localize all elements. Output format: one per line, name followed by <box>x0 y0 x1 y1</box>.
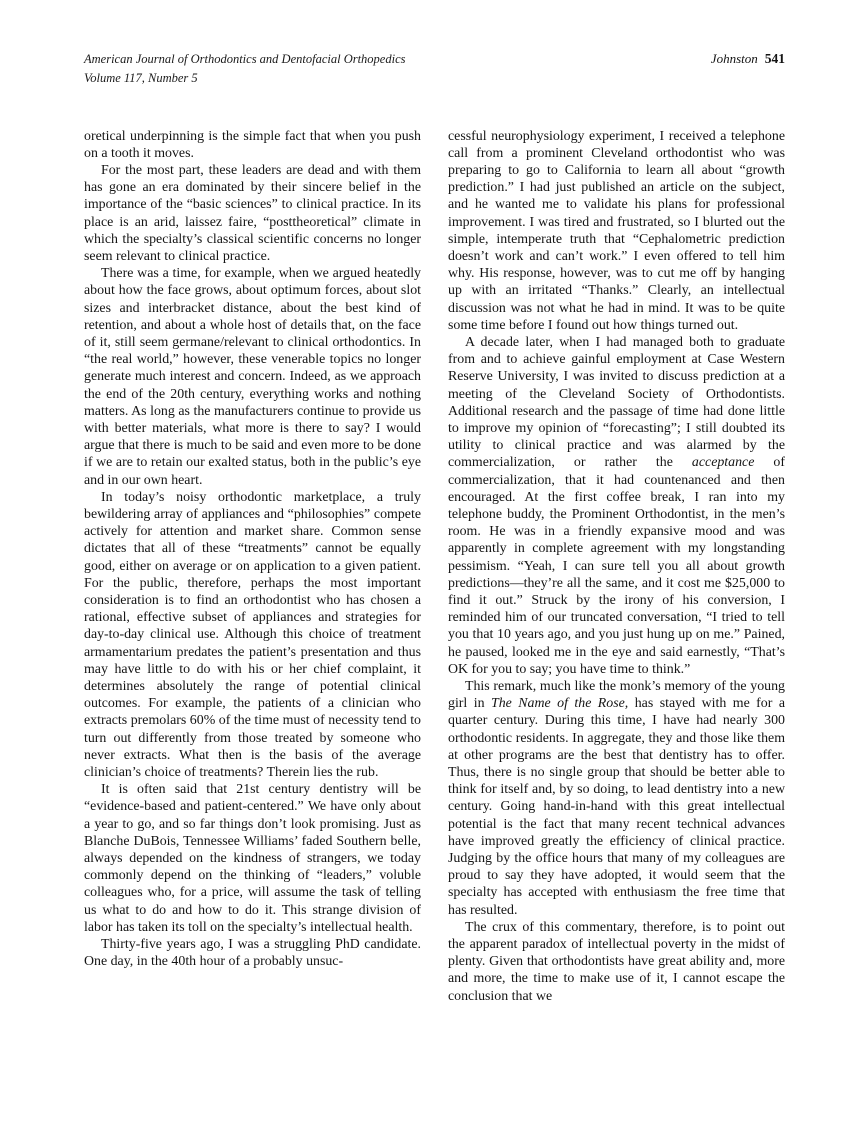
paragraph: In today’s noisy orthodontic marketplace, a truly bewildering array of appliances and “philosophies” compete actively for attention and market share. Common sense dictates that all of these “treatments” cannot be equally good, either on average or on application to a given patient. For the public, therefore, perhaps the most important consideration is to find an orthodontist who has chosen a rational, effective subset of appliances and strategies for day-to-day clinical use. Although this choice of treatment armamentarium predates the patient’s presentation and thus may have little to do with his or her chief complaint, it determines absolutely the range of potential clinical outcomes. For example, the patients of a clinician who extracts premolars 60% of the time must of necessity tend to turn out differently from those treated by someone who never extracts. What then is the basis of the average clinician’s choice of treatments? Therein lies the rub. <box>84 489 421 781</box>
running-head <box>711 50 785 67</box>
author-name: Johnston <box>710 51 758 66</box>
page-header <box>84 50 785 88</box>
paragraph: A decade later, when I had managed both to graduate from and to achieve gainful employment at Case Western Reserve University, I was invited to discuss prediction at a meeting of the Cleveland Society of Orthodontists. Additional research and the passage of time had done little to improve my opinion of “forecasting”; I still doubted its utility to clinical practice and was alarmed by the commercialization, or rather the acceptance of commercialization, that it had countenanced and then encouraged. At the first coffee break, I ran into my telephone buddy, the Prominent Orthodontist, in the men’s room. He was in a friendly expansive mood and was apparently in complete agreement with my longstanding pessimism. “Yeah, I can sure tell you all about growth predictions—they’re all the same, and it cost me $25,000 to find it out.” Struck by the irony of his conversion, I reminded him of our truncated conversation, “I tried to tell you that 10 years ago, and you just hung up on me.” Pained, he paused, looked me in the eye and said earnestly, “That’s OK for you to say; you have time to think.” <box>448 334 785 677</box>
paragraph: Thirty-five years ago, I was a struggling PhD candidate. One day, in the 40th hour of a probably unsuc- <box>84 937 421 970</box>
left-column <box>84 128 421 1005</box>
journal-volume: Volume 117, Number 5 <box>84 70 198 85</box>
paragraph: The crux of this commentary, therefore, is to point out the apparent paradox of intellectual poverty in the midst of plenty. Given that orthodontists have great ability and, more and more, the time to make use of it, I cannot escape the conclusion that we <box>448 919 785 1004</box>
paragraph: There was a time, for example, when we argued heatedly about how the face grows, about optimum forces, about slot sizes and interbracket distance, about the best kind of retention, and about a whole host of details that, on the face of it, still seem germane/relevant to clinical orthodontics. In “the real world,” however, these venerable topics no longer generate much interest and concern. Indeed, as we approach the end of the 20th century, everything works and nothing matters. As long as the manufacturers continue to provide us with better materials, what more is there to say? I would argue that there is much to be said and even more to be done if we are to retain our exalted status, both in the public’s eye and in our own heart. <box>84 266 421 488</box>
journal-info <box>84 50 406 88</box>
paragraph: oretical underpinning is the simple fact that when you push on a tooth it moves. <box>84 128 421 161</box>
paragraph: It is often said that 21st century dentistry will be “evidence-based and patient-centered.” We have only about a year to go, and so far things don’t look promising. Just as Blanche DuBois, Tennessee Williams’ faded Southern belle, always depended on the kindness of strangers, we today commonly depend on the thinking of “leaders,” voluble colleagues who, for a price, will assume the task of telling us what to do and how to do it. This strange division of labor has taken its toll on the specialty’s intellectual health. <box>84 782 421 935</box>
paragraph: cessful neurophysiology experiment, I received a telephone call from a prominent Cleveland orthodontist who was preparing to go to California to learn all about “growth prediction.” I had just published an article on the subject, and he wanted me to validate his plans for professional improvement. I was tired and frustrated, so I blurted out the simple, intemperate truth that “Cephalometric prediction doesn’t work and can’t work.” I even offered to tell him why. His response, however, was to cut me off by hanging up with an irritated “Thanks.” Clearly, an intellectual discussion was not what he had in mind. It was to be quite some time before I found out how things turned out. <box>448 128 785 333</box>
page-number: 541 <box>764 51 785 66</box>
article-body <box>84 128 785 1005</box>
paragraph: This remark, much like the monk’s memory of the young girl in The Name of the Rose, has stayed with me for a quarter century. During this time, I have had nearly 300 orthodontic residents. In aggregate, they and those like them at other programs are the best that dentistry has to offer. Thus, there is no single group that should be better able to think for itself and, by so doing, to lead dentistry into a new century. Going hand-in-hand with this great intellectual potential is the fact that many recent technical advances have improved greatly the efficiency of clinical practice. Judging by the office hours that many of my colleagues are proud to say they have adopted, it would seem that the specialty has accepted with enthusiasm the free time that has resulted. <box>448 679 785 918</box>
right-column <box>448 128 785 1005</box>
journal-title: American Journal of Orthodontics and Dentofacial Orthopedics <box>84 52 406 66</box>
paragraph: For the most part, these leaders are dead and with them has gone an era dominated by their sincere belief in the importance of the “basic sciences” to clinical practice. In its place is an arid, laissez faire, “posttheoretical” climate in which the specialty’s classical scientific concerns no longer seem relevant to clinical practice. <box>84 162 421 264</box>
